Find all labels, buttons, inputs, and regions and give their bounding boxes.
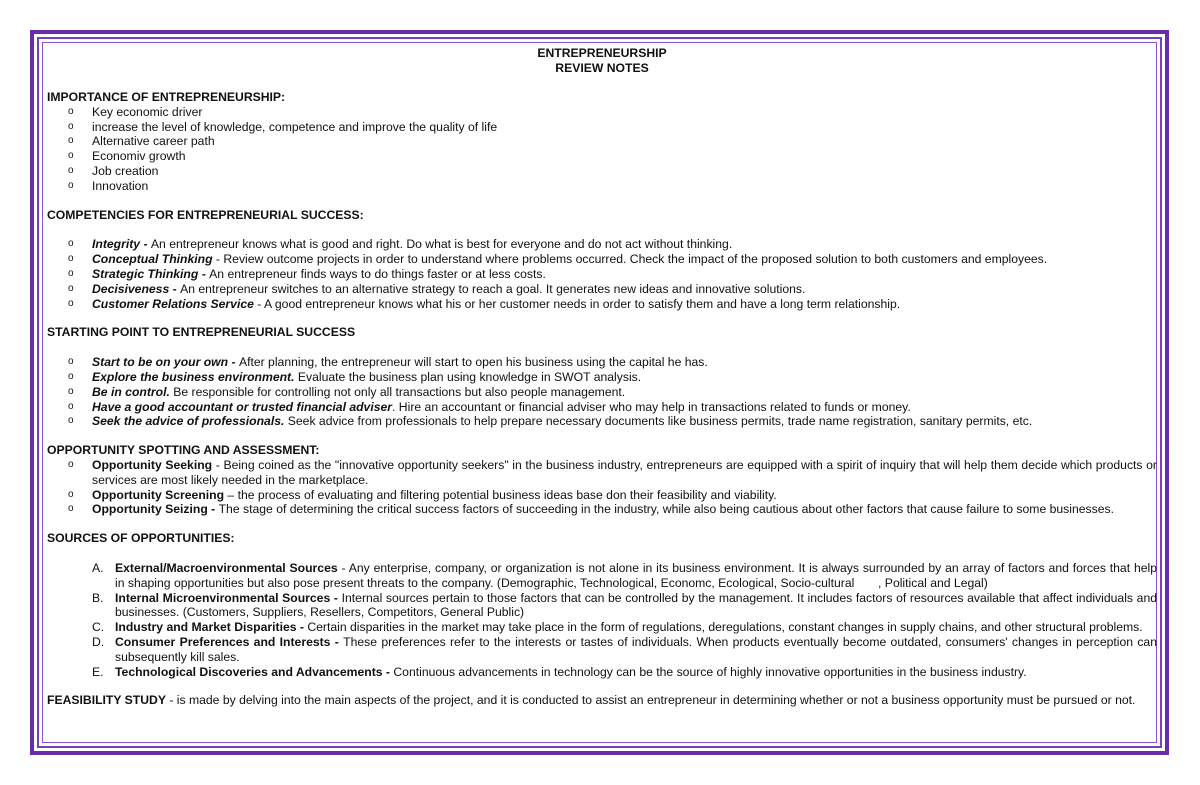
bullet-icon: o [68,282,74,294]
bullet-icon: o [68,238,74,250]
list-item: A. External/Macroenvironmental Sources - Any enterprise, company, or organization is not alone in its business environment. It is always surrounded by an array of factors and forces that help in shaping opportunities but also pose present threats to the company. (Demographic, Technological, Economc, Ecological, Socio-cultural , Political and Legal) [92,560,1161,590]
list-item: o Conceptual Thinking - Review outcome projects in order to understand where problems occurred. Check the impact of the proposed solution to both customers and employees. [68,252,1048,267]
title-line-2: REVIEW NOTES [555,60,649,75]
document-title [47,46,1157,75]
bullet-icon: o [68,415,74,427]
list-item: C. Industry and Market Disparities - Certain disparities in the market may take place in the form of regulations, deregulations, constant changes in supply chains, and other structural problems. [92,620,1143,635]
list-letter: E. [92,664,104,679]
competencies-list [47,237,1157,311]
list-item: o Start to be on your own - After planning, the entrepreneur will start to open his business using the capital he has. [68,355,708,370]
bullet-icon: o [68,297,74,309]
list-letter: D. [92,634,105,649]
opportunity-spotting-list [47,458,1157,517]
bullet-icon: o [68,120,74,132]
list-item: o Explore the business environment. Evaluate the business plan using knowledge in SWOT analysis. [68,369,642,384]
list-item: o Customer Relations Service - A good entrepreneur knows what his or her customer needs in order to satisfy them and have a long term relationship. [68,296,901,311]
bullet-icon: o [68,370,74,382]
list-item: E. Technological Discoveries and Advancements - Continuous advancements in technology can be the source of highly innovative opportunities in the business industry. [92,664,1027,679]
list-letter: C. [92,620,105,635]
list-item: o Opportunity Seizing - The stage of determining the critical success factors of succeeding in the industry, while also being cautious about other factors that cause failure to some businesses. [68,502,1114,517]
bullet-icon: o [68,385,74,397]
list-letter: B. [92,590,104,605]
bullet-icon: o [68,253,74,265]
bullet-icon: o [68,488,74,500]
list-item: o Seek the advice of professionals. Seek advice from professionals to help prepare necessary documents like business permits, trade name registration, sanitary permits, etc. [68,414,1033,429]
bullet-icon: o [68,105,74,117]
importance-list [47,105,1157,194]
bullet-icon: o [68,179,74,191]
heading-opportunity-spotting: OPPORTUNITY SPOTTING AND ASSESSMENT: [47,443,320,458]
bullet-icon: o [68,164,74,176]
list-letter: A. [92,560,104,575]
list-item: o Integrity - An entrepreneur knows what is good and right. Do what is best for everyone and do not act without thinking. [68,237,733,252]
starting-point-list [47,355,1157,429]
heading-starting-point: STARTING POINT TO ENTREPRENEURIAL SUCCESS [47,325,356,340]
heading-importance: IMPORTANCE OF ENTREPRENEURSHIP: [47,90,286,104]
bullet-icon: o [68,400,74,412]
list-item: D. Consumer Preferences and Interests - These preferences refer to the interests or tastes of individuals. When products eventually become outdated, consumers' changes in perception can subsequently kill sales. [92,634,1157,664]
list-item: o Decisiveness - An entrepreneur switches to an alternative strategy to reach a goal. It generates new ideas and innovative solutions. [68,281,806,296]
title-line-1: ENTREPRENEURSHIP [537,46,667,60]
list-item: o Opportunity Screening – the process of evaluating and filtering potential business ideas base don their feasibility and viability. [68,487,777,502]
bullet-icon: o [68,150,74,162]
list-item: B. Internal Microenvironmental Sources - Internal sources pertain to those factors that can be controlled by the management. It includes factors of resources available that affect individuals and businesses. (Customers, Suppliers, Resellers, Competitors, General Public) [92,590,1157,620]
list-item: o Economiv growth [68,149,186,164]
list-item: o Strategic Thinking - An entrepreneur finds ways to do things faster or at less costs. [68,266,546,281]
bullet-icon: o [68,458,74,470]
bullet-icon: o [68,135,74,147]
list-item: o Be in control. Be responsible for controlling not only all transactions but also people management. [68,384,626,399]
list-item: o Key economic driver [68,104,203,119]
review-notes-page [47,46,1161,708]
feasibility-study-paragraph: FEASIBILITY STUDY - is made by delving into the main aspects of the project, and it is conducted to assist an entrepreneur in determining whether or not a business opportunity must be pursued or not. [47,693,1136,708]
list-item: o Have a good accountant or trusted financial adviser. Hire an accountant or financial adviser who may help in transactions related to funds or money. [68,399,911,414]
heading-competencies: COMPETENCIES FOR ENTREPRENEURIAL SUCCESS: [47,207,364,222]
list-item: o Job creation [68,163,159,178]
list-item: o Opportunity Seeking - Being coined as the "innovative opportunity seekers" in the business industry, entrepreneurs are equipped with a spirit of inquiry that will help them decide which products or services are most likely needed in the marketplace. [68,457,1157,487]
sources-list [47,560,1161,679]
list-item: o increase the level of knowledge, competence and improve the quality of life [68,119,498,134]
list-item: o Innovation [68,178,149,193]
bullet-icon: o [68,356,74,368]
list-item: o Alternative career path [68,134,215,149]
heading-sources: SOURCES OF OPPORTUNITIES: [47,531,235,546]
bullet-icon: o [68,267,74,279]
bullet-icon: o [68,503,74,515]
